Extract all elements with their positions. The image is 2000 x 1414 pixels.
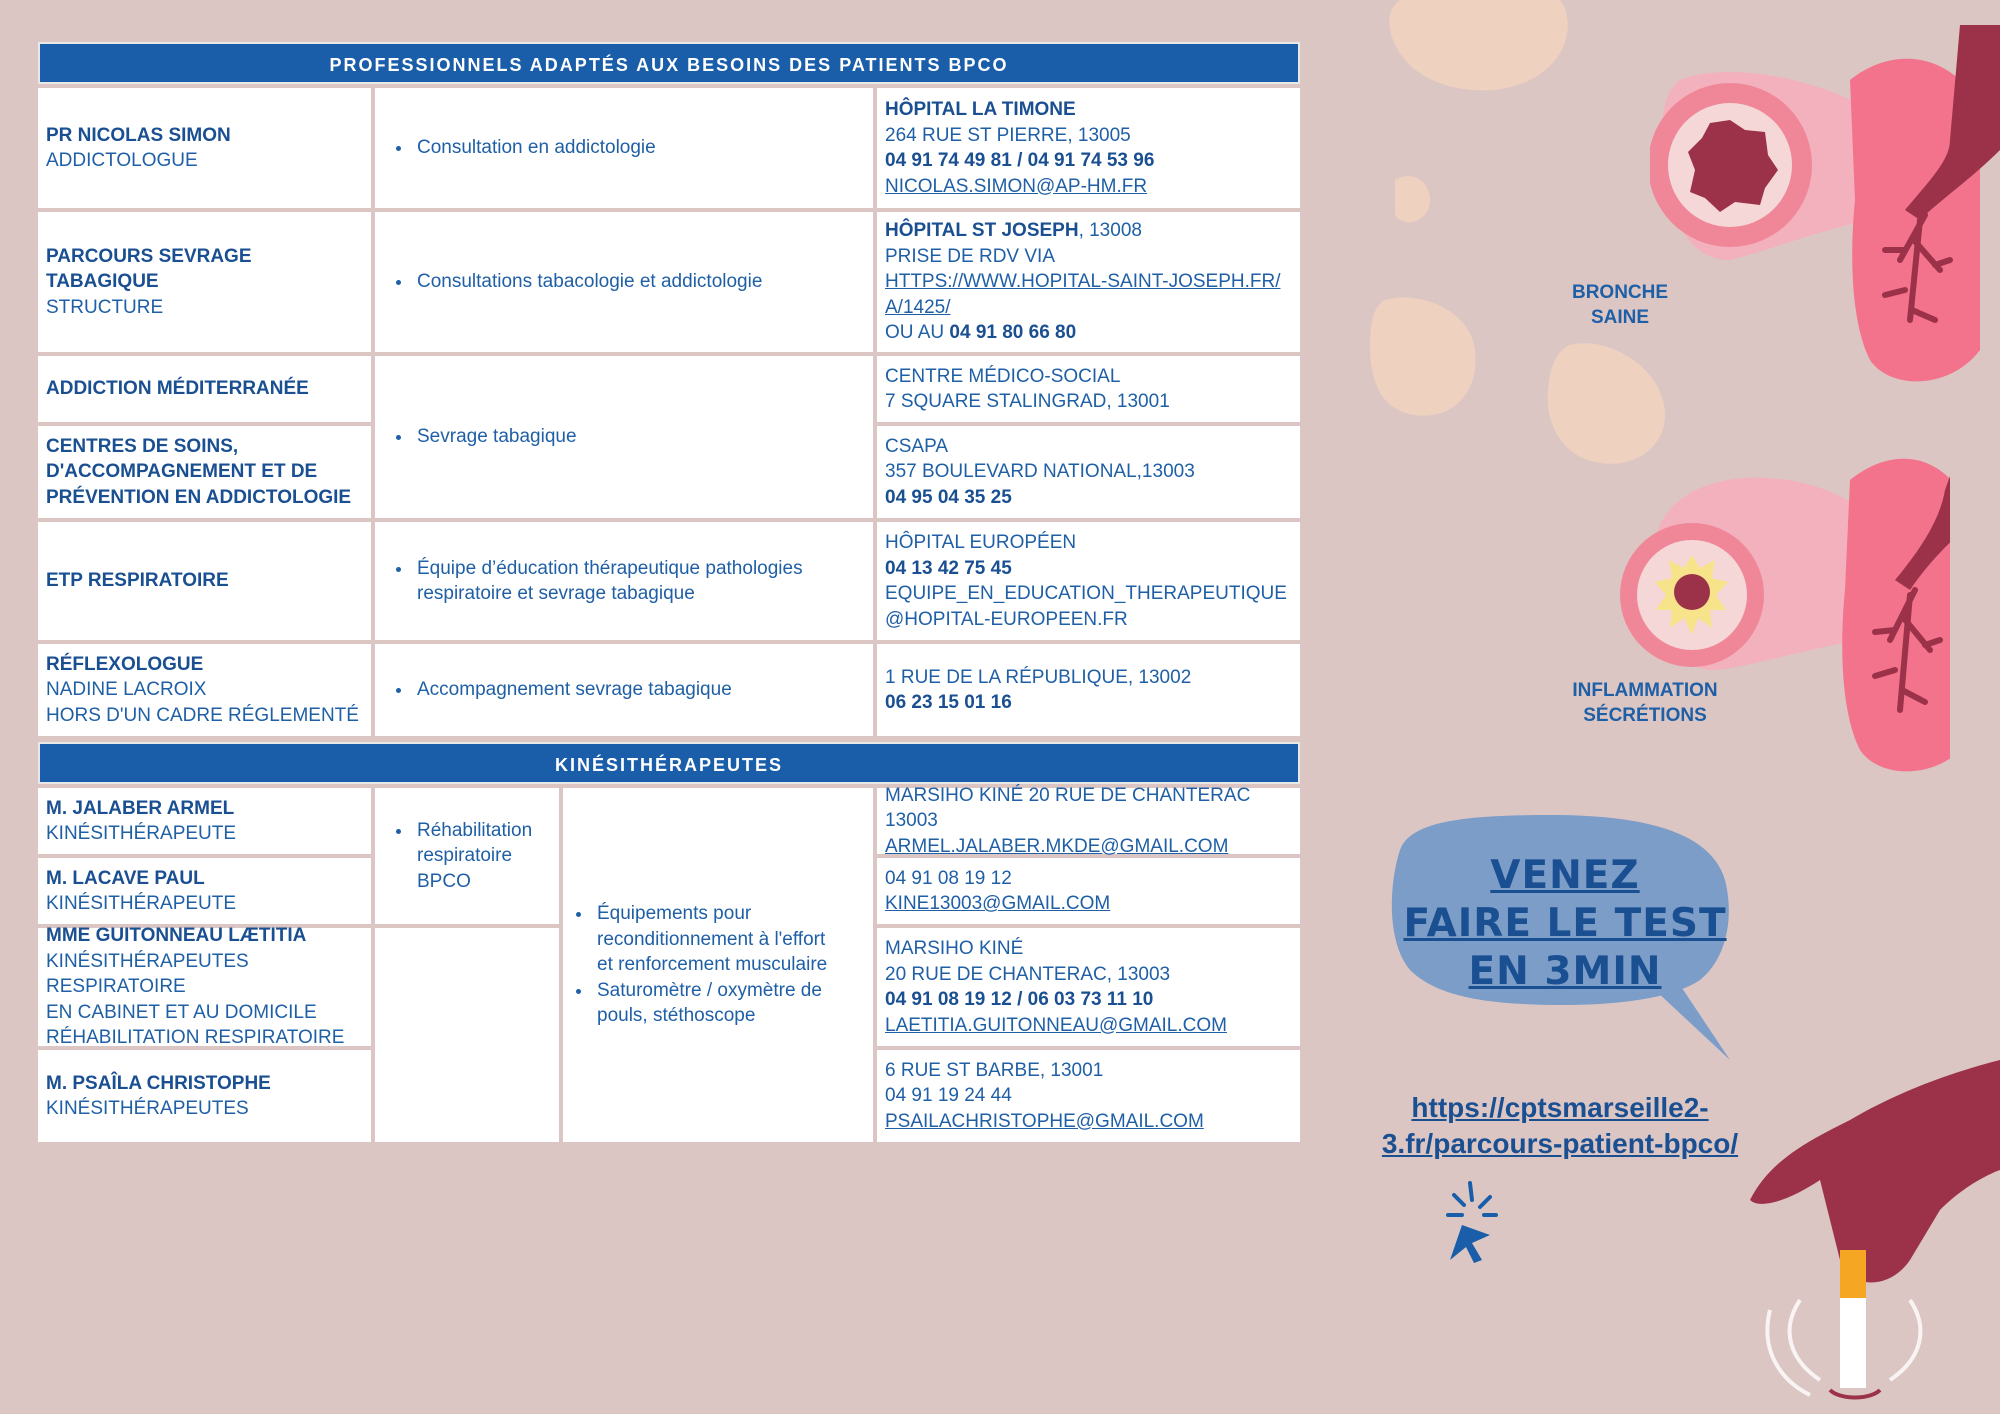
email-link[interactable]: KINE13003@GMAIL.COM [885,893,1111,914]
kine-cell: M. PSAÎLA CHRISTOPHE KINÉSITHÉRAPEUTES [38,1050,371,1142]
contact-cell: HÔPITAL EUROPÉEN 04 13 42 75 45 EQUIPE_EN_EDUCATION_THERAPEUTIQUE @HOPITAL-EUROPEEN.FR [877,522,1300,640]
kine-cell: M. LACAVE PAUL KINÉSITHÉRAPEUTE [38,858,371,924]
website-link[interactable]: HTTPS://WWW.HOPITAL-SAINT-JOSEPH.FR/ [885,271,1281,293]
service-cell: • Équipe d’éducation thérapeutique pathologies respiratoire et sevrage tabagique [375,522,873,640]
inflammation-label: INFLAMMATION SÉCRÉTIONS [1572,680,1718,726]
test-call-to-action[interactable]: VENEZ FAIRE LE TEST EN 3MIN [1403,853,1727,994]
equipment-cell: • Équipements pour reconditionnement à l'effort et renforcement musculaire • Saturomètre / oxymètre de pouls, stéthoscope [563,788,873,1142]
hand-cigarette-illustration [1740,1060,2000,1410]
kine-section-title: KINÉSITHÉRAPEUTES [38,742,1300,784]
professional-cell: ETP RESPIRATOIRE [38,522,371,640]
website-link-cont[interactable]: A/1425/ [885,296,951,318]
contact-cell: 6 RUE ST BARBE, 13001 04 91 19 24 44 PSAILACHRISTOPHE@GMAIL.COM [877,1050,1300,1142]
rehab-service-cell: • Réhabilitation respiratoire BPCO [375,788,559,924]
contact-cell: HÔPITAL ST JOSEPH, 13008 PRISE DE RDV VIA HTTPS://WWW.HOPITAL-SAINT-JOSEPH.FR/ A/1425/ OU AU 04 91 80 66 80 [877,212,1300,352]
professional-cell: ADDICTION MÉDITERRANÉE [38,356,371,422]
cursor-click-icon [1440,1175,1510,1265]
contact-cell: 1 RUE DE LA RÉPUBLIQUE, 13002 06 23 15 01 16 [877,644,1300,736]
contact-cell: MARSIHO KINÉ 20 RUE DE CHANTERAC, 13003 04 91 08 19 12 / 06 03 73 11 10 LAETITIA.GUITONNEAU@GMAIL.COM [877,928,1300,1046]
service-cell: • Accompagnement sevrage tabagique [375,644,873,736]
kine-cell: M. JALABER ARMEL KINÉSITHÉRAPEUTE [38,788,371,854]
contact-cell: MARSIHO KINÉ 20 RUE DE CHANTERAC 13003 ARMEL.JALABER.MKDE@GMAIL.COM [877,788,1300,854]
professional-cell: CENTRES DE SOINS, D'ACCOMPAGNEMENT ET DE PRÉVENTION EN ADDICTOLOGIE [38,426,371,518]
service-cell: • Sevrage tabagique [375,356,873,518]
contact-cell: HÔPITAL LA TIMONE 264 RUE ST PIERRE, 13005 04 91 74 49 81 / 04 91 74 53 96 NICOLAS.SIMON@AP-HM.FR [877,88,1300,208]
healthy-bronchus-label: BRONCHE SAINE [1571,282,1669,328]
contact-cell: CSAPA 357 BOULEVARD NATIONAL,13003 04 95 04 35 25 [877,426,1300,518]
professional-cell: PARCOURS SEVRAGE TABAGIQUE STRUCTURE [38,212,371,352]
email-link[interactable]: ARMEL.JALABER.MKDE@GMAIL.COM [885,835,1229,857]
email-link[interactable]: LAETITIA.GUITONNEAU@GMAIL.COM [885,1014,1227,1036]
kine-cell: MME GUITONNEAU LÆTITIA KINÉSITHÉRAPEUTES RESPIRATOIRE EN CABINET ET AU DOMICILE RÉHABILITATION RESPIRATOIRE [38,928,371,1046]
professional-cell: RÉFLEXOLOGUE NADINE LACROIX HORS D'UN CADRE RÉGLEMENTÉ [38,644,371,736]
professional-cell: PR NICOLAS SIMON ADDICTOLOGUE [38,88,371,208]
email-link[interactable]: NICOLAS.SIMON@AP-HM.FR [885,175,1148,197]
healthy-lung-illustration [1650,20,2000,400]
service-cell: • Consultations tabacologie et addictologie [375,212,873,352]
empty-cell [375,928,559,1142]
email-link[interactable]: PSAILACHRISTOPHE@GMAIL.COM [885,1110,1204,1132]
contact-cell: CENTRE MÉDICO-SOCIAL 7 SQUARE STALINGRAD, 13001 [877,356,1300,422]
contact-cell: 04 91 08 19 12 KINE13003@GMAIL.COM [877,858,1300,924]
professionals-section-title: PROFESSIONNELS ADAPTÉS AUX BESOINS DES PATIENTS BPCO [38,42,1300,84]
patient-pathway-link[interactable]: https://cptsmarseille2- 3.fr/parcours-patient-bpco/ [1381,1092,1739,1159]
service-cell: • Consultation en addictologie [375,88,873,208]
